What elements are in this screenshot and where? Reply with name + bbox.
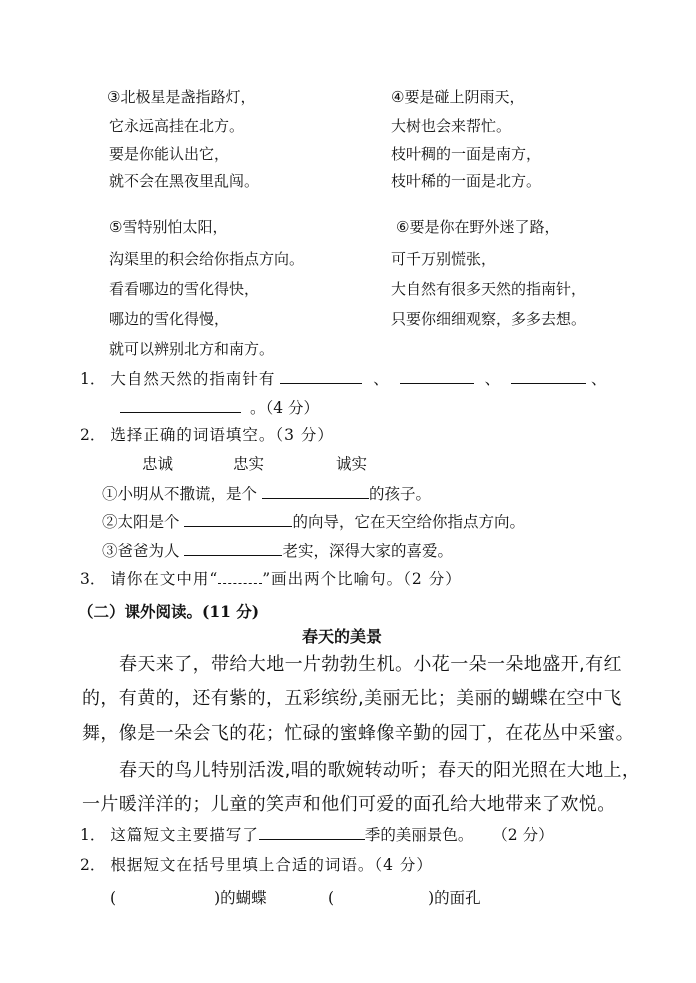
passage-line: 一片暖洋洋的；儿童的笑声和他们可爱的面孔给大地带来了欢悦。	[82, 794, 616, 815]
question-1: 1． 大自然天然的指南针有 、 、 、	[80, 370, 607, 388]
poem-line: 沟渠里的积会给你指点方向。	[109, 250, 305, 268]
question-number: 3．	[80, 570, 106, 588]
question-3: 3． 请你在文中用“ ”画出两个比喻句。（2 分）	[80, 570, 462, 588]
poem-line: 就可以辨别北方和南方。	[109, 340, 275, 358]
fill-item-2: ②太阳是个 的向导，它在天空给你指点方向。	[102, 513, 525, 531]
question-number: 1．	[80, 370, 106, 388]
poem-line: 只要你细细观察，多多去想。	[391, 310, 587, 328]
word-option: 忠诚	[142, 455, 174, 473]
poem-line: 它永远高挂在北方。	[109, 117, 245, 135]
answer-blank[interactable]	[184, 513, 292, 527]
answer-blank[interactable]	[511, 370, 586, 384]
answer-blank[interactable]	[259, 826, 365, 840]
poem-line: ⑥要是你在野外迷了路，	[396, 218, 560, 236]
reading-question-1: 1． 这篇短文主要描写了 季的美丽景色。 （2 分）	[80, 826, 554, 844]
dashed-blank[interactable]	[218, 572, 262, 584]
question-text: 大自然天然的指南针有	[110, 370, 276, 388]
passage-line: 春天的鸟儿特别活泼,唱的歌婉转动听；春天的阳光照在大地上，	[119, 760, 641, 781]
question-text: 选择正确的词语填空。（3 分）	[110, 426, 334, 444]
poem-line: ④要是碰上阴雨天，	[391, 88, 525, 106]
answer-blank[interactable]	[184, 542, 282, 556]
word-option: 诚实	[336, 455, 368, 473]
passage-line: 春天来了，带给大地一片勃勃生机。小花一朵一朵地盛开,有红	[119, 654, 622, 675]
section-heading: （二）课外阅读。(11 分)	[78, 602, 260, 621]
poem-line: 枝叶稀的一面是北方。	[391, 172, 542, 190]
question-number: 2．	[80, 426, 106, 444]
poem-line: 哪边的雪化得慢，	[109, 310, 230, 328]
word-option: 忠实	[233, 455, 265, 473]
fill-item-1: ①小明从不撒谎，是个 的孩子。	[102, 485, 431, 503]
question-1-cont: 。（4 分）	[120, 399, 319, 416]
fill-item-3: ③爸爸为人 老实，深得大家的喜爱。	[102, 542, 453, 560]
answer-blank[interactable]	[400, 370, 474, 384]
answer-blank[interactable]	[262, 485, 369, 499]
poem-line: 大自然有很多天然的指南针，	[391, 280, 587, 298]
poem-line: 就不会在黑夜里乱闯。	[109, 172, 260, 190]
question-2	[80, 427, 334, 443]
poem-line: 枝叶稠的一面是南方，	[391, 145, 542, 163]
poem-line: ⑤雪特别怕太阳，	[109, 218, 228, 236]
passage-title: 春天的美景	[302, 627, 383, 646]
poem-line: 要是你能认出它，	[109, 145, 230, 163]
poem-line: ③北极星是盏指路灯，	[107, 88, 256, 106]
passage-line: 舞，像是一朵会飞的花；忙碌的蜜蜂像辛勤的园丁，在花丛中采蜜。	[82, 723, 634, 744]
poem-line: 看看哪边的雪化得快，	[109, 280, 260, 298]
answer-blank[interactable]	[120, 399, 241, 413]
poem-line: 可千万别慌张，	[391, 250, 497, 268]
paren-fill-1: ( )的蝴蝶	[110, 889, 267, 907]
question-number: 2．	[80, 856, 106, 874]
paren-fill-2: ( )的面孔	[328, 889, 481, 907]
poem-line: 大树也会来帮忙。	[391, 117, 512, 135]
passage-line: 的，有黄的，还有紫的，五彩缤纷,美丽无比；美丽的蝴蝶在空中飞	[82, 688, 622, 709]
reading-question-2: 2． 根据短文在括号里填上合适的词语。（4 分）	[80, 856, 433, 874]
question-number: 1．	[80, 826, 106, 844]
answer-blank[interactable]	[280, 370, 362, 384]
